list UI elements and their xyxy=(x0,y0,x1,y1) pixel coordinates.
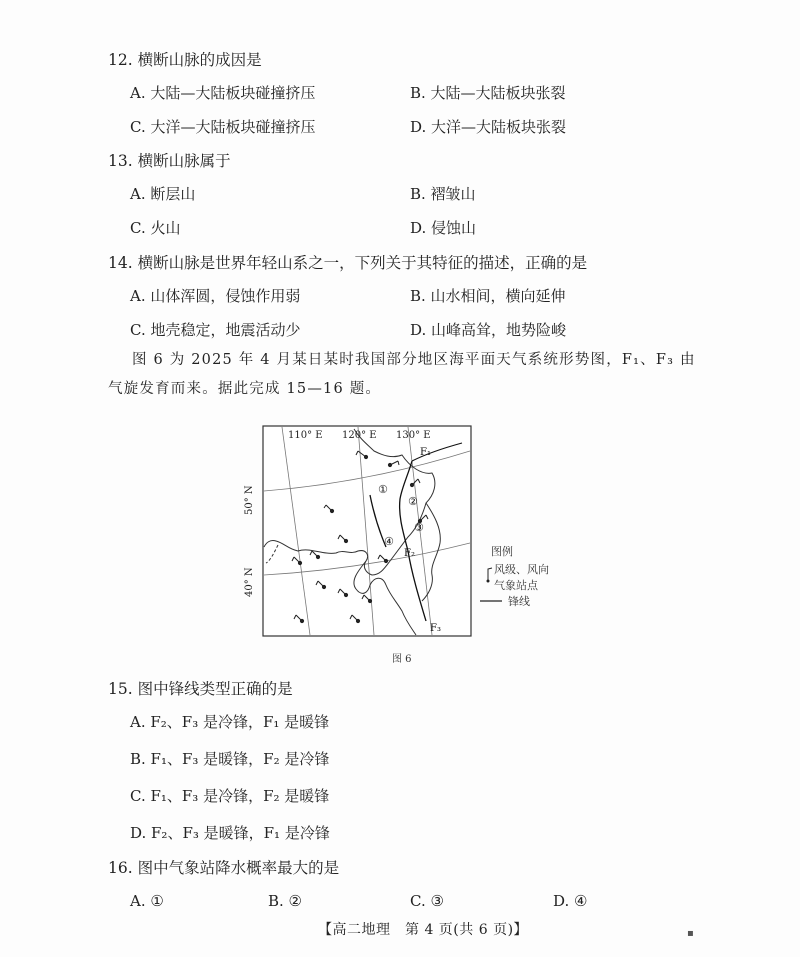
q12-option-a: A. 大陆—大陆板块碰撞挤压 xyxy=(130,84,316,102)
lon-label-110: 110° E xyxy=(288,430,323,441)
lat-label-50: 50° N xyxy=(244,485,255,515)
question-16-stem: 16. 图中气象站降水概率最大的是 xyxy=(108,859,340,877)
lon-label-130: 130° E xyxy=(396,430,431,441)
q16-option-a: A. ① xyxy=(130,892,164,910)
q14-option-c: C. 地壳稳定，地震活动少 xyxy=(130,321,301,339)
q14-option-b: B. 山水相间，横向延伸 xyxy=(410,287,566,305)
q13-option-a: A. 断层山 xyxy=(130,185,196,203)
q15-option-c: C. F₁、F₃ 是冷锋，F₂ 是暖锋 xyxy=(130,787,330,805)
question-14-stem: 14. 横断山脉是世界年轻山系之一，下列关于其特征的描述，正确的是 xyxy=(108,254,588,272)
q15-option-b: B. F₁、F₃ 是暖锋，F₂ 是冷锋 xyxy=(130,750,330,768)
legend-station-label-2: 气象站点 xyxy=(494,579,538,592)
question-12-stem: 12. 横断山脉的成因是 xyxy=(108,51,262,69)
q14-option-a: A. 山体浑圆，侵蚀作用弱 xyxy=(130,287,301,305)
figure-caption: 图 6 xyxy=(392,654,412,665)
legend-front-line xyxy=(480,598,502,604)
q16-option-b: B. ② xyxy=(268,892,303,910)
legend-front-label: 锋线 xyxy=(508,595,530,608)
station-label-2: ② xyxy=(408,495,418,508)
q16-option-d: D. ④ xyxy=(553,892,588,910)
question-15-stem: 15. 图中锋线类型正确的是 xyxy=(108,680,293,698)
front-label-f2: F₂ xyxy=(404,548,415,559)
q14-option-d: D. 山峰高耸，地势险峻 xyxy=(410,321,567,339)
station-label-1: ① xyxy=(378,483,388,496)
question-13-stem: 13. 横断山脉属于 xyxy=(108,152,231,170)
q12-option-b: B. 大陆—大陆板块张裂 xyxy=(410,84,566,102)
lon-label-120: 120° E xyxy=(342,430,377,441)
q13-option-b: B. 褶皱山 xyxy=(410,185,476,203)
legend-station-label: 风级、风向 xyxy=(494,563,549,576)
station-label-4: ④ xyxy=(384,535,394,548)
scan-mark: ▪ xyxy=(687,928,694,939)
front-label-f1: F₁ xyxy=(420,447,431,458)
q16-option-c: C. ③ xyxy=(410,892,444,910)
q12-option-c: C. 大洋—大陆板块碰撞挤压 xyxy=(130,118,316,136)
q12-option-d: D. 大洋—大陆板块张裂 xyxy=(410,118,567,136)
front-label-f3: F₃ xyxy=(430,623,441,634)
q13-option-c: C. 火山 xyxy=(130,219,181,237)
page-footer: 【高二地理 第 4 页(共 6 页)】 xyxy=(318,922,529,938)
weather-map-figure xyxy=(244,425,472,637)
q15-option-d: D. F₂、F₃ 是暖锋，F₁ 是冷锋 xyxy=(130,824,330,842)
material-intro xyxy=(108,346,698,404)
q15-option-a: A. F₂、F₃ 是冷锋，F₁ 是暖锋 xyxy=(130,713,330,731)
q13-option-d: D. 侵蚀山 xyxy=(410,219,477,237)
legend-title: 图例 xyxy=(491,545,513,558)
material-intro-text: 图 6 为 2025 年 4 月某日某时我国部分地区海平面天气系统形势图，F₁、F₃ 由气旋发育而来。据此完成 15—16 题。 xyxy=(108,352,696,397)
legend-station-icon xyxy=(483,566,493,582)
station-label-3: ③ xyxy=(414,521,424,534)
lat-label-40: 40° N xyxy=(244,567,255,597)
